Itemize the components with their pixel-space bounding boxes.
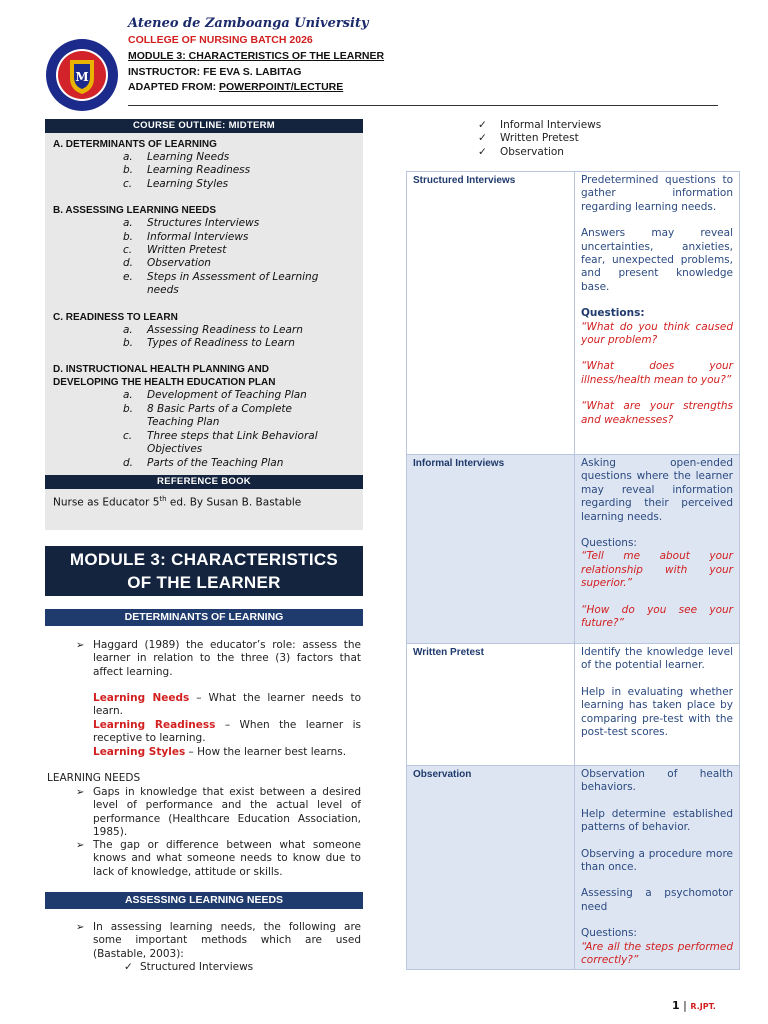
row-heading: Written Pretest [407,644,575,766]
university-seal [45,38,119,112]
instructor-line: INSTRUCTOR: FE EVA S. LABITAG [128,66,302,78]
outline-item: a. Learning Needs [123,151,230,163]
row-heading: Informal Interviews [407,455,575,644]
college-line: COLLEGE OF NURSING BATCH 2026 [128,34,313,46]
outline-item: d. Observation [123,257,211,270]
outline-section-heading: D. INSTRUCTIONAL HEALTH PLANNING AND DEVELOPING THE HEALTH EDUCATION PLAN [53,364,276,389]
outline-section [45,138,363,191]
module-line: MODULE 3: CHARACTERISTICS OF THE LEARNER [128,50,385,62]
determinants-bar: DETERMINANTS OF LEARNING [45,609,363,626]
outline-item: a. Assessing Readiness to Learn [123,323,303,336]
outline-title: COURSE OUTLINE: MIDTERM [45,119,363,133]
method-item: Structured Interviews [140,961,254,973]
adapted-line: ADAPTED FROM: POWERPOINT/LECTURE [128,81,344,93]
haggard-text: Haggard (1989) the educator’s role: assess the learner in relation to the three (3) factors that affect learning. [93,639,361,678]
row-details: Identify the knowledge level of the potential learner. Help in evaluating whether learning has taken place by comparing pre-test with the post-test scores. [575,644,740,766]
university-name: Ateneo de Zamboanga University [128,16,369,31]
reference-title: REFERENCE BOOK [45,475,363,489]
needs-bullet-1: Gaps in knowledge that exist between a desired level of performance and the actual level of performance (Healthcare Education Association, 1985). [93,786,361,839]
outline-item: d. Parts of the Teaching Plan [123,456,284,469]
svg-text:M: M [75,70,89,84]
outline-item: a. Development of Teaching Plan [123,389,307,402]
outline-section-heading: C. READINESS TO LEARN [53,311,178,323]
outline-item: c. Written Pretest [123,244,227,257]
learning-definitions: Learning Needs – What the learner needs to learn. Learning Readiness – When the learner is receptive to learning. Learning Styles – How the learner best learns. [93,692,361,758]
row-heading: Structured Interviews [407,172,575,455]
table-row [407,766,740,970]
outline-item: b. 8 Basic Parts of a Complete Teaching Plan [123,402,292,429]
row-details: Asking open-ended questions where the learner may reveal information regarding their perceived learning needs. Questions: “Tell me about your relationship with your superior.” “How do you see your future?” [575,455,740,644]
row-heading: Observation [407,766,575,970]
assessment-methods-table [406,171,740,970]
outline-item: e. Steps in Assessment of Learning needs [123,270,319,297]
page-footer: 1 | R.JPT. [672,999,716,1012]
check-icon: ✓ [478,132,487,144]
table-row [407,172,740,455]
outline-section-heading: A. DETERMINANTS OF LEARNING [53,139,217,150]
outline-item: b. Informal Interviews [123,230,249,243]
outline-section [45,311,363,351]
method-item: Informal Interviews [500,119,602,131]
bullet-arrow-icon: ➢ [76,787,85,798]
outline-item: b. Types of Readiness to Learn [123,337,295,350]
reference-text: Nurse as Educator 5th ed. By Susan B. Bastable [53,494,302,509]
outline-item: c. Learning Styles [123,177,229,190]
needs-bullet-2: The gap or difference between what someone knows and what someone needs to know due to lack of knowledge, attitude or skills. [93,839,361,878]
check-icon: ✓ [124,961,133,973]
outline-section [45,204,363,297]
assessing-text: In assessing learning needs, the following are some important methods which are used (Bastable, 2003): [93,921,361,960]
header-divider [128,105,718,106]
check-icon: ✓ [478,119,487,131]
outline-item: a. Structures Interviews [123,217,260,230]
outline-item: c. Three steps that Link Behavioral Objectives [123,429,318,456]
method-item: Written Pretest [500,132,579,144]
assessing-bar: ASSESSING LEARNING NEEDS [45,892,363,909]
check-icon: ✓ [478,146,487,158]
row-details: Observation of health behaviors. Help determine established patterns of behavior. Observing a procedure more than once. Assessing a psychomotor need Questions: “Are all the steps performed correctly?” [575,766,740,970]
method-item: Observation [500,146,564,158]
bullet-arrow-icon: ➢ [76,640,85,651]
outline-item: b. Learning Readiness [123,164,251,177]
learning-needs-heading: LEARNING NEEDS [47,772,141,784]
course-outline [45,119,363,530]
row-details: Predetermined questions to gather information regarding learning needs. Answers may reveal uncertainties, anxieties, fear, unexpected problems, and present knowledge base. Questions: “What do you think caused your problem? “What does your illness/health mean to you?” “What are your strengths and weaknesses? [575,172,740,455]
outline-section [45,363,363,469]
module-title: MODULE 3: CHARACTERISTICS OF THE LEARNER [45,546,363,596]
table-row [407,644,740,766]
bullet-arrow-icon: ➢ [76,840,85,851]
bullet-arrow-icon: ➢ [76,922,85,933]
outline-section-heading: B. ASSESSING LEARNING NEEDS [53,205,216,217]
table-row [407,455,740,644]
